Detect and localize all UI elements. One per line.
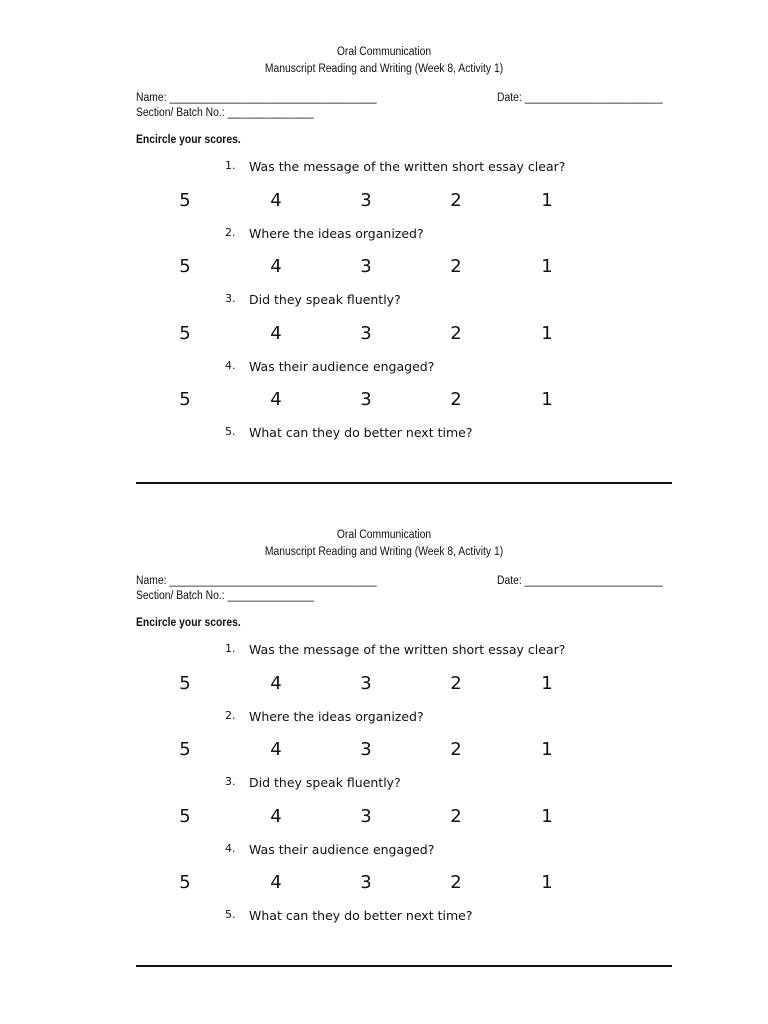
score-option[interactable]: 5	[179, 806, 191, 827]
question-text: What can they do better next time?	[249, 908, 473, 923]
question-number: 2.	[225, 709, 236, 722]
score-option[interactable]: 3	[360, 806, 372, 827]
score-option[interactable]: 5	[179, 872, 191, 893]
score-option[interactable]: 4	[270, 673, 282, 694]
question-text: Was their audience engaged?	[249, 359, 435, 374]
question-number: 5.	[225, 425, 236, 438]
score-row-1	[0, 673, 768, 697]
score-option[interactable]: 1	[541, 806, 553, 827]
question-number: 3.	[225, 292, 236, 305]
score-option[interactable]: 2	[450, 190, 462, 211]
score-option[interactable]: 4	[270, 256, 282, 277]
score-option[interactable]: 5	[179, 323, 191, 344]
section-batch-field: Section/ Batch No.: _______________	[136, 590, 314, 602]
date-field: Date: ________________________	[497, 575, 663, 587]
score-option[interactable]: 3	[360, 389, 372, 410]
score-option[interactable]: 3	[360, 673, 372, 694]
question-text: Was the message of the written short essay clear?	[249, 642, 566, 657]
score-option[interactable]: 5	[179, 190, 191, 211]
evaluation-form-1	[0, 46, 768, 526]
evaluation-form-2	[0, 529, 768, 1009]
score-option[interactable]: 1	[541, 673, 553, 694]
score-option[interactable]: 5	[179, 389, 191, 410]
name-field: Name: ____________________________________	[136, 575, 377, 587]
answer-line	[136, 965, 672, 967]
score-option[interactable]: 2	[450, 323, 462, 344]
score-option[interactable]: 1	[541, 256, 553, 277]
score-row-3	[0, 806, 768, 830]
score-row-1	[0, 190, 768, 214]
form-subtitle: Manuscript Reading and Writing (Week 8, Activity 1)	[264, 63, 504, 75]
score-option[interactable]: 4	[270, 389, 282, 410]
score-option[interactable]: 1	[541, 872, 553, 893]
score-row-4	[0, 872, 768, 896]
question-number: 5.	[225, 908, 236, 921]
score-row-2	[0, 739, 768, 763]
question-number: 4.	[225, 842, 236, 855]
question-number: 1.	[225, 642, 236, 655]
question-text: Was the message of the written short essay clear?	[249, 159, 566, 174]
question-number: 1.	[225, 159, 236, 172]
score-row-2	[0, 256, 768, 280]
score-option[interactable]: 1	[541, 190, 553, 211]
score-option[interactable]: 4	[270, 739, 282, 760]
score-option[interactable]: 2	[450, 739, 462, 760]
score-option[interactable]: 1	[541, 739, 553, 760]
score-row-4	[0, 389, 768, 413]
date-field: Date: ________________________	[497, 92, 663, 104]
score-option[interactable]: 2	[450, 872, 462, 893]
form-title: Oral Communication	[336, 46, 432, 58]
score-option[interactable]: 4	[270, 806, 282, 827]
instruction-text: Encircle your scores.	[136, 134, 241, 146]
question-number: 2.	[225, 226, 236, 239]
score-option[interactable]: 4	[270, 190, 282, 211]
question-text: Where the ideas organized?	[249, 709, 424, 724]
score-row-3	[0, 323, 768, 347]
score-option[interactable]: 5	[179, 739, 191, 760]
answer-line	[136, 482, 672, 484]
question-text: Did they speak fluently?	[249, 292, 401, 307]
score-option[interactable]: 2	[450, 806, 462, 827]
score-option[interactable]: 3	[360, 323, 372, 344]
score-option[interactable]: 4	[270, 872, 282, 893]
score-option[interactable]: 2	[450, 389, 462, 410]
score-option[interactable]: 5	[179, 256, 191, 277]
form-title: Oral Communication	[336, 529, 432, 541]
question-text: Where the ideas organized?	[249, 226, 424, 241]
question-number: 4.	[225, 359, 236, 372]
name-field: Name: ____________________________________	[136, 92, 377, 104]
question-number: 3.	[225, 775, 236, 788]
score-option[interactable]: 4	[270, 323, 282, 344]
score-option[interactable]: 3	[360, 256, 372, 277]
score-option[interactable]: 3	[360, 739, 372, 760]
score-option[interactable]: 3	[360, 872, 372, 893]
form-subtitle: Manuscript Reading and Writing (Week 8, Activity 1)	[264, 546, 504, 558]
score-option[interactable]: 2	[450, 673, 462, 694]
instruction-text: Encircle your scores.	[136, 617, 241, 629]
question-text: What can they do better next time?	[249, 425, 473, 440]
section-batch-field: Section/ Batch No.: _______________	[136, 107, 314, 119]
score-option[interactable]: 1	[541, 389, 553, 410]
score-option[interactable]: 3	[360, 190, 372, 211]
score-option[interactable]: 5	[179, 673, 191, 694]
question-text: Was their audience engaged?	[249, 842, 435, 857]
score-option[interactable]: 2	[450, 256, 462, 277]
score-option[interactable]: 1	[541, 323, 553, 344]
question-text: Did they speak fluently?	[249, 775, 401, 790]
